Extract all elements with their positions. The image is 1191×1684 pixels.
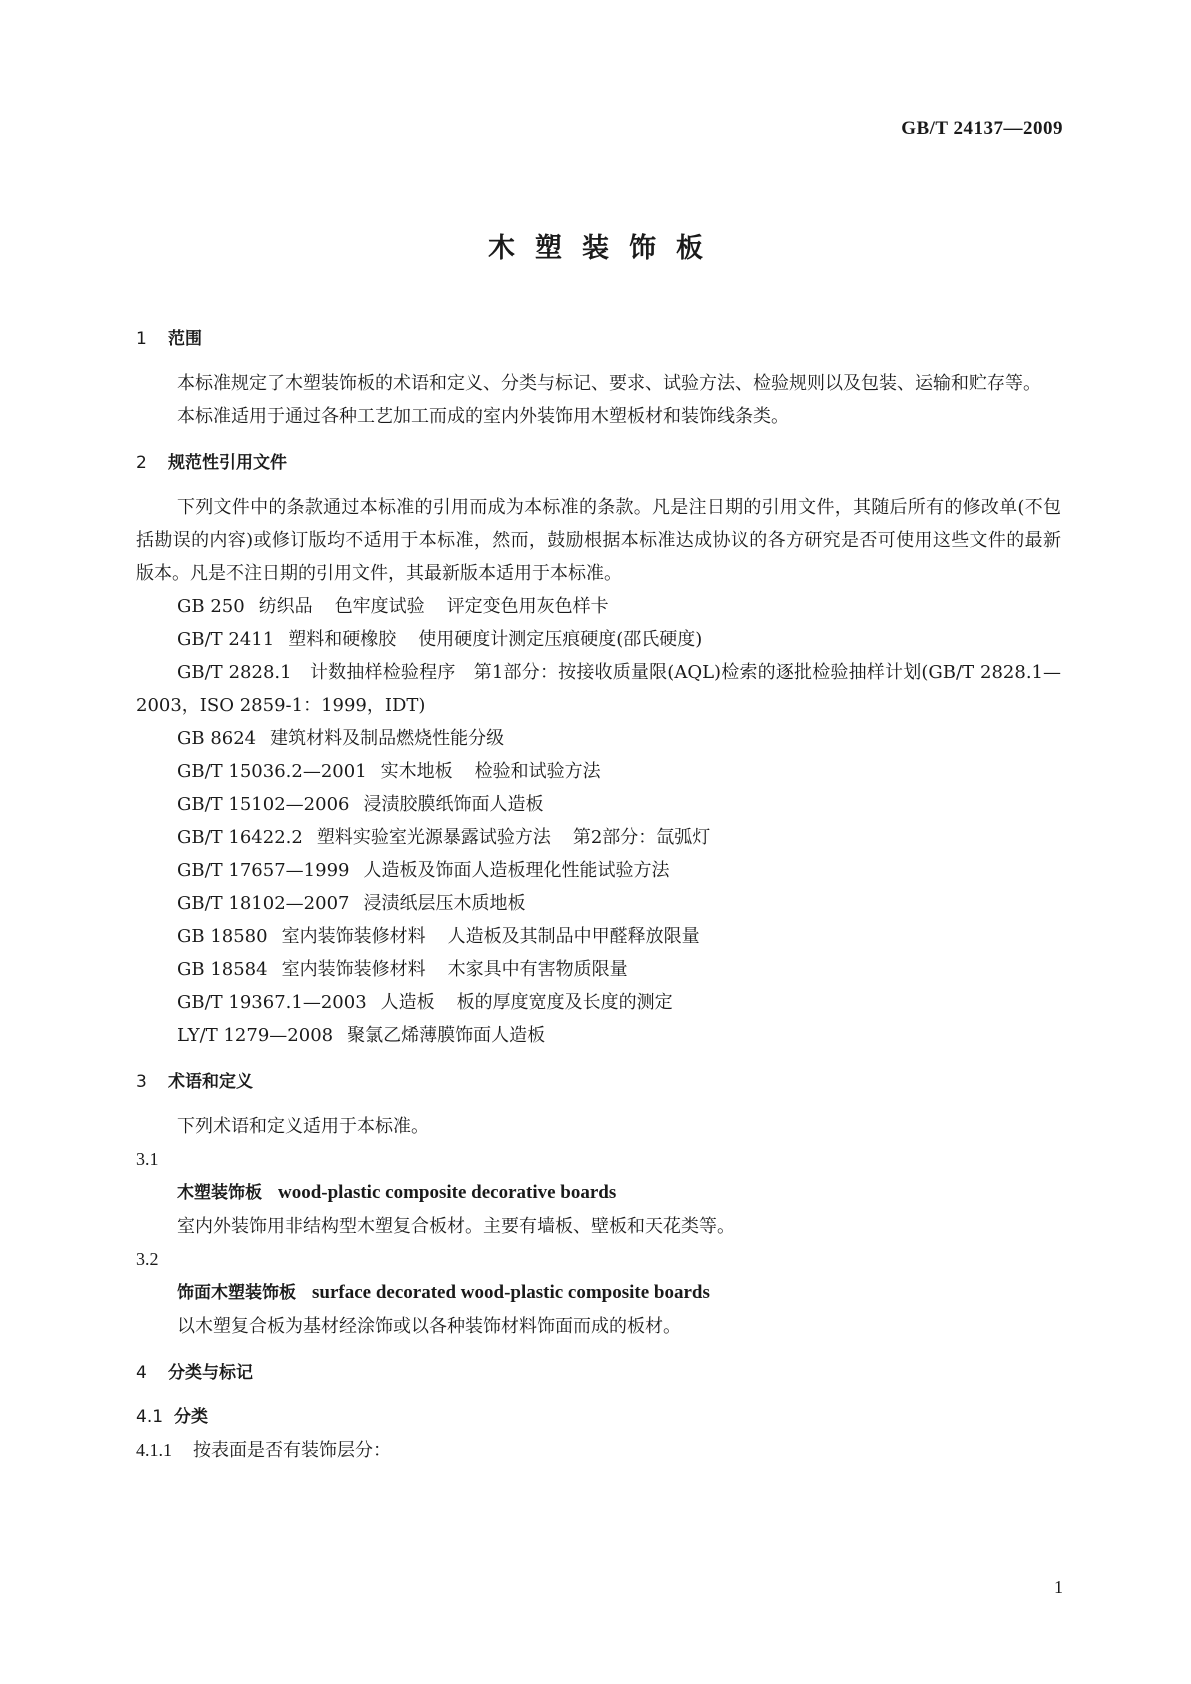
reference-title: 检验和试验方法 (474, 761, 601, 782)
reference-item (136, 590, 1061, 623)
reference-item (136, 1019, 1061, 1052)
reference-item (136, 920, 1061, 953)
term-number: 3.1 (136, 1149, 159, 1169)
reference-title: 浸渍纸层压木质地板 (363, 893, 526, 914)
reference-title: 人造板 (380, 992, 435, 1013)
reference-title: 人造板及其制品中甲醛释放限量 (447, 926, 700, 947)
term-en: surface decorated wood-plastic composite boards (312, 1282, 710, 1303)
reference-title: 实木地板 (380, 761, 453, 782)
term-entry (136, 1276, 1061, 1310)
clause (136, 1434, 1061, 1467)
page-number: 1 (1054, 1577, 1063, 1597)
section-heading (136, 1357, 1061, 1390)
reference-title: 人造板及饰面人造板理化性能试验方法 (363, 860, 670, 881)
section-title: 术语和定义 (168, 1072, 253, 1092)
reference-code: GB/T 15036.2—2001 (177, 761, 367, 782)
reference-code: GB/T 18102—2007 (177, 893, 350, 914)
reference-title: 使用硬度计测定压痕硬度(邵氏硬度) (418, 629, 703, 650)
section-heading (136, 323, 1061, 356)
reference-code: GB 18584 (177, 959, 268, 980)
reference-item (136, 986, 1061, 1019)
reference-title: 板的厚度宽度及长度的测定 (456, 992, 673, 1013)
section-heading (136, 447, 1061, 480)
reference-title: 木家具中有害物质限量 (447, 959, 628, 980)
clause-number: 4.1.1 (136, 1440, 172, 1460)
paragraph: 下列文件中的条款通过本标准的引用而成为本标准的条款。凡是注日期的引用文件，其随后所有的修改单(不包括勘误的内容)或修订版均不适用于本标准，然而，鼓励根据本标准达成协议的各方研究是否可使用这些文件的最新版本。凡是不注日期的引用文件，其最新版本适用于本标准。 (136, 497, 1061, 584)
term-en: wood-plastic composite decorative boards (278, 1182, 617, 1203)
reference-title: 色牢度试验 (334, 596, 425, 617)
reference-item (136, 755, 1061, 788)
reference-item (136, 788, 1061, 821)
paragraph: 下列术语和定义适用于本标准。 (177, 1116, 429, 1137)
subsection-number: 4.1 (136, 1407, 164, 1427)
section-title: 规范性引用文件 (168, 453, 287, 473)
reference-item (136, 821, 1061, 854)
reference-code: GB 18580 (177, 926, 268, 947)
term-entry (136, 1176, 1061, 1210)
reference-item (136, 953, 1061, 986)
reference-title: 浸渍胶膜纸饰面人造板 (363, 794, 544, 815)
reference-code: GB/T 15102—2006 (177, 794, 350, 815)
section-title: 分类与标记 (168, 1363, 253, 1383)
document-title: 木塑装饰板 (488, 233, 723, 264)
section-number: 4 (136, 1363, 147, 1383)
reference-code: GB/T 17657—1999 (177, 860, 350, 881)
reference-title: 塑料和硬橡胶 (288, 629, 397, 650)
reference-item (136, 887, 1061, 920)
clause-text: 按表面是否有装饰层分： (193, 1440, 391, 1461)
reference-code: GB/T 2411 (177, 629, 275, 650)
subsection-heading (136, 1401, 1061, 1434)
reference-title: 聚氯乙烯薄膜饰面人造板 (347, 1025, 546, 1046)
reference-item (136, 623, 1061, 656)
reference-item (136, 854, 1061, 887)
reference-item-long: GB/T 2828.1 计数抽样检验程序 第1部分：按接收质量限(AQL)检索的逐批检验抽样计划(GB/T 2828.1—2003，ISO 2859-1：1999，IDT) (136, 662, 1061, 716)
section-heading (136, 1066, 1061, 1099)
reference-title: 室内装饰装修材料 (281, 959, 426, 980)
term-number: 3.2 (136, 1249, 159, 1269)
reference-code: GB/T 19367.1—2003 (177, 992, 367, 1013)
reference-code: GB/T 16422.2 (177, 827, 303, 848)
reference-code: GB 8624 (177, 728, 257, 749)
standard-code: GB/T 24137—2009 (901, 118, 1063, 139)
term-zh: 饰面木塑装饰板 (177, 1283, 296, 1303)
reference-title: 建筑材料及制品燃烧性能分级 (270, 728, 505, 749)
reference-title: 塑料实验室光源暴露试验方法 (316, 827, 551, 848)
reference-title: 纺织品 (258, 596, 313, 617)
subsection-title: 分类 (174, 1407, 208, 1427)
reference-title: 第2部分：氙弧灯 (572, 827, 711, 848)
section-number: 2 (136, 453, 147, 473)
reference-code: GB 250 (177, 596, 245, 617)
paragraph: 本标准适用于通过各种工艺加工而成的室内外装饰用木塑板材和装饰线条类。 (177, 406, 789, 427)
term-definition: 以木塑复合板为基材经涂饰或以各种装饰材料饰面而成的板材。 (177, 1316, 681, 1337)
term-zh: 木塑装饰板 (177, 1183, 262, 1203)
document-body (136, 323, 1061, 1467)
section-number: 3 (136, 1072, 147, 1092)
paragraph: 本标准规定了木塑装饰板的术语和定义、分类与标记、要求、试验方法、检验规则以及包装、运输和贮存等。 (177, 373, 1041, 394)
section-number: 1 (136, 329, 147, 349)
section-title: 范围 (168, 329, 202, 349)
reference-title: 室内装饰装修材料 (281, 926, 426, 947)
term-definition: 室内外装饰用非结构型木塑复合板材。主要有墙板、壁板和天花类等。 (177, 1216, 735, 1237)
reference-code: LY/T 1279—2008 (177, 1025, 334, 1046)
reference-item (136, 722, 1061, 755)
reference-title: 评定变色用灰色样卡 (446, 596, 609, 617)
